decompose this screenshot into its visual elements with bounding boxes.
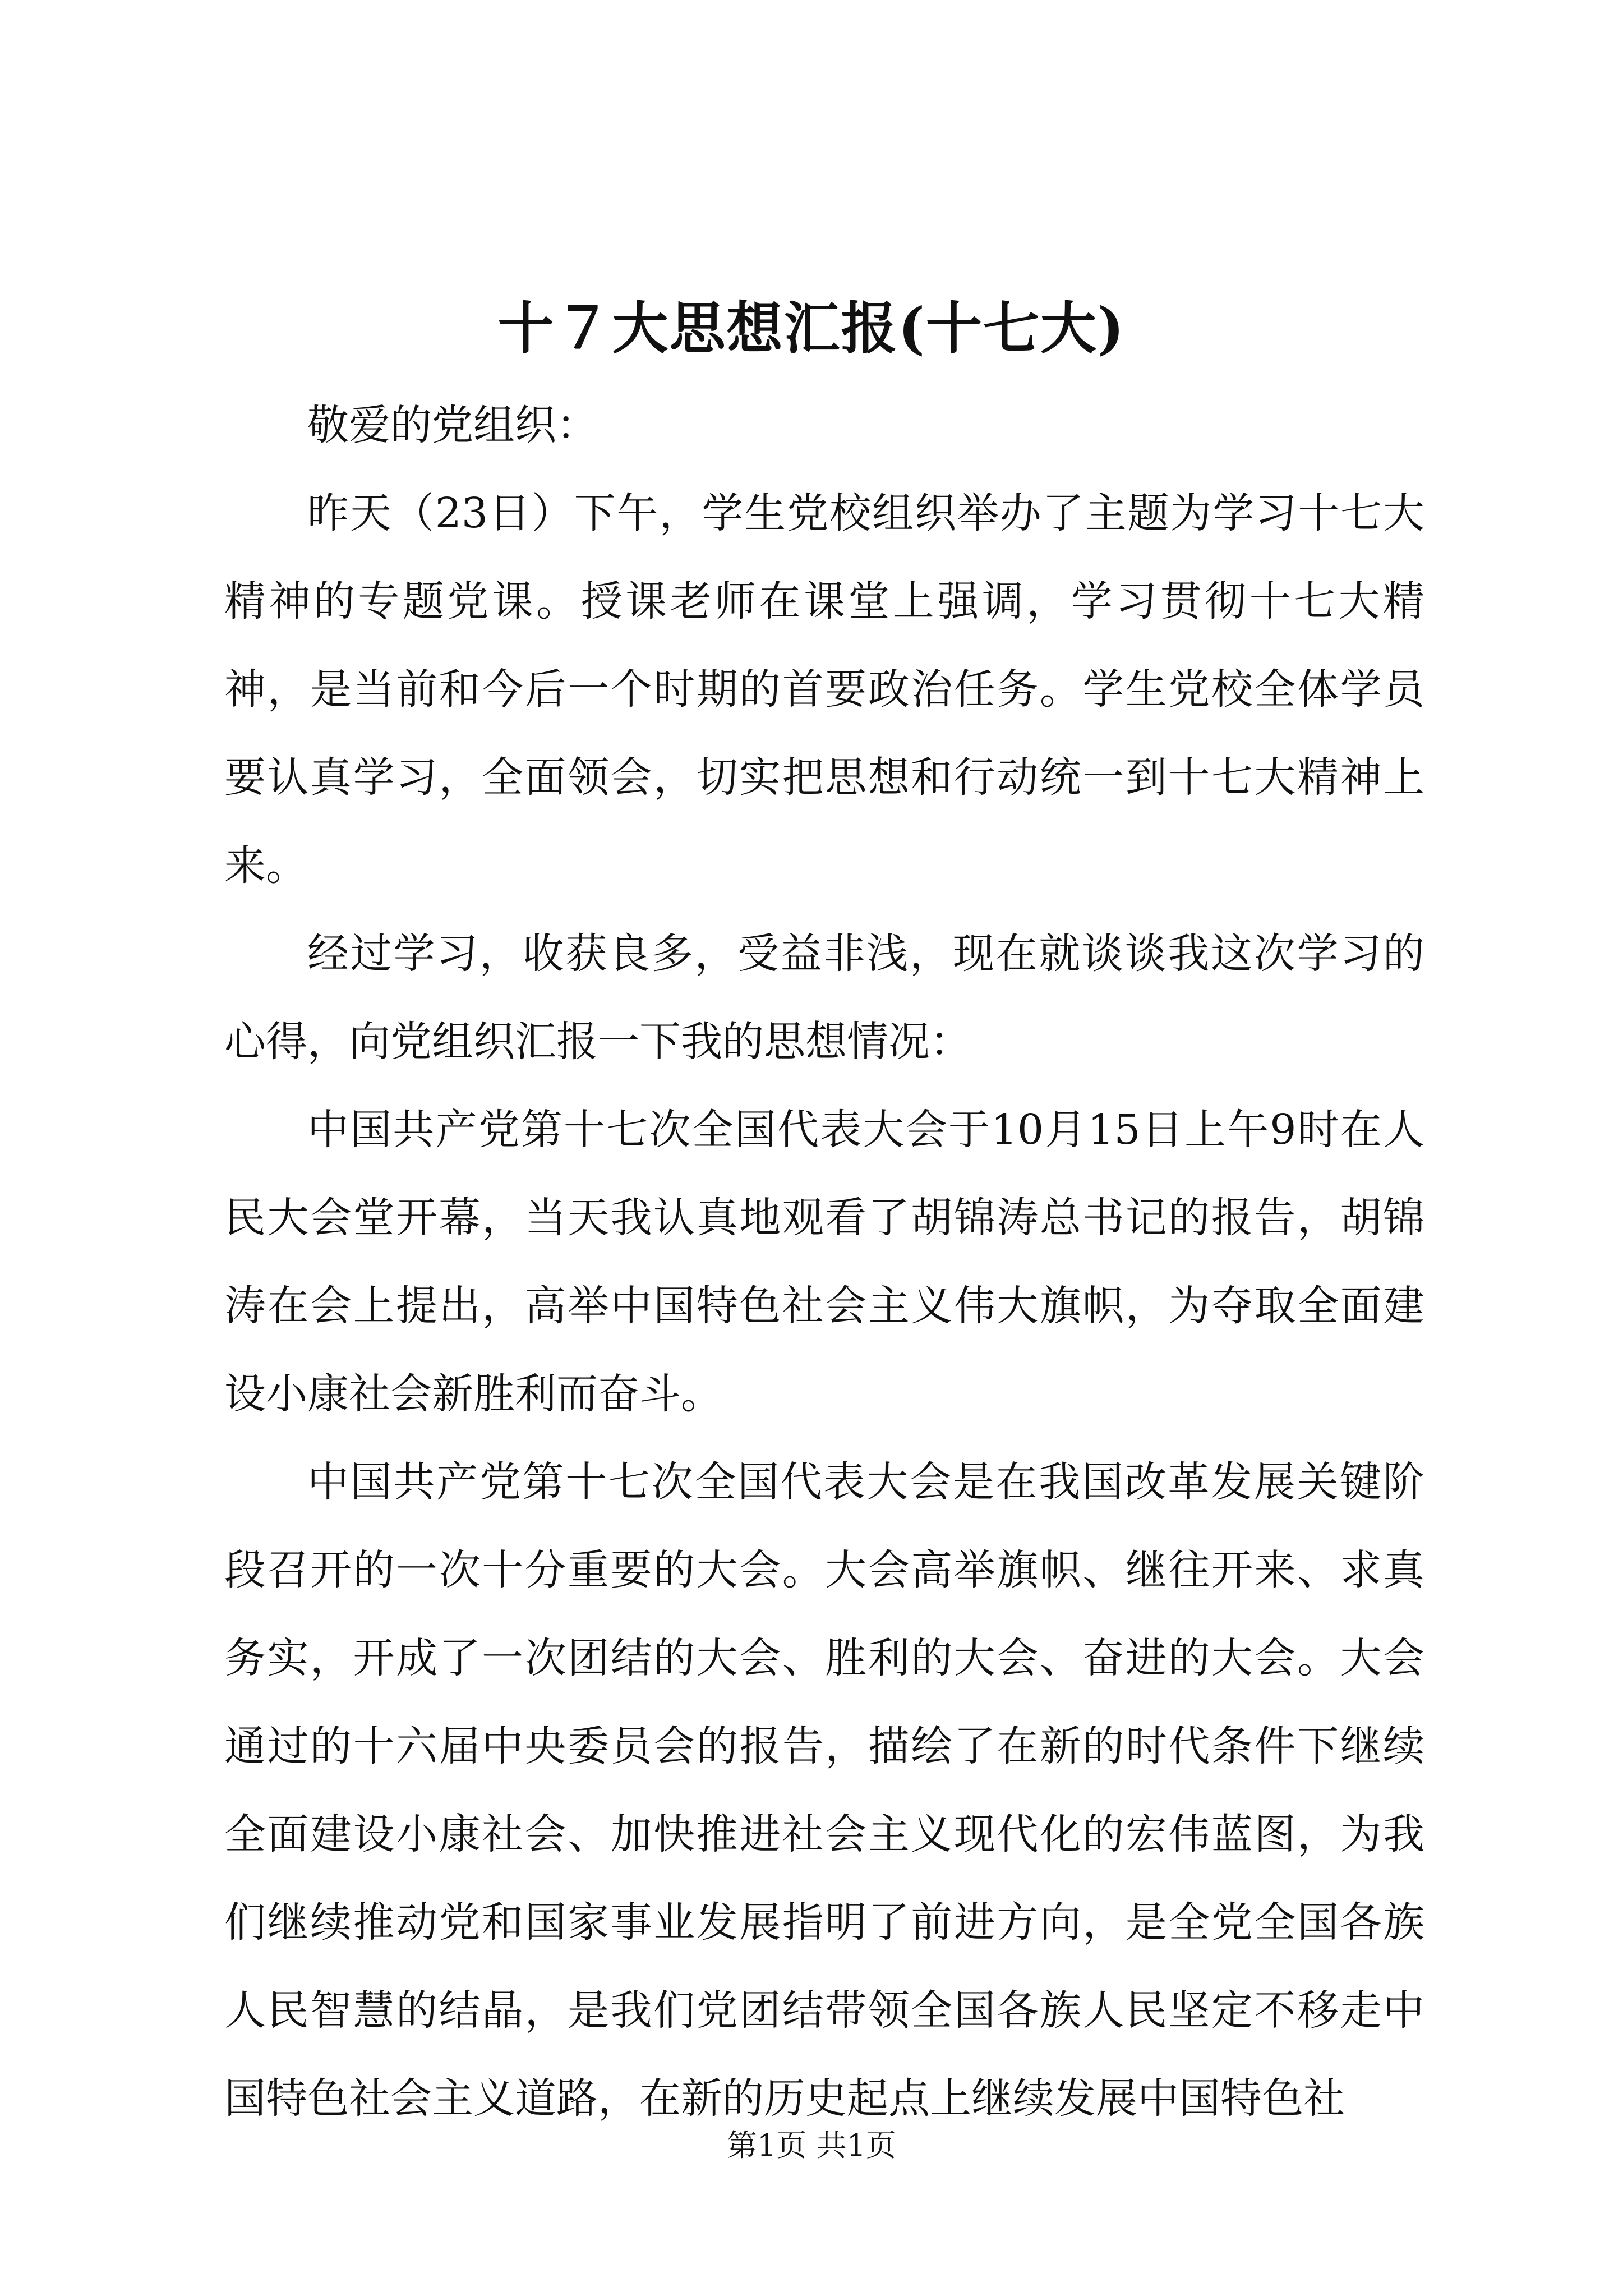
document-body <box>224 381 1424 2143</box>
body-paragraph: 昨天（23日）下午，学生党校组织举办了主题为学习十七大精神的专题党课。授课老师在课堂上强调，学习贯彻十七大精神，是当前和今后一个时期的首要政治任务。学生党校全体学员要认真学习，全面领会，切实把思想和行动统一到十七大精神上来。 <box>224 489 1424 890</box>
page-footer: 第1页 共1页 <box>727 2128 896 2163</box>
body-paragraph: 中国共产党第十七次全国代表大会是在我国改革发展关键阶段召开的一次十分重要的大会。大会高举旗帜、继往开来、求真务实，开成了一次团结的大会、胜利的大会、奋进的大会。大会通过的十六届中央委员会的报告，描绘了在新的时代条件下继续全面建设小康社会、加快推进社会主义现代化的宏伟蓝图，为我们继续推动党和国家事业发展指明了前进方向，是全党全国各族人民智慧的结晶，是我们党团结带领全国各族人民坚定不移走中国特色社会主义道路，在新的历史起点上继续发展中国特色社 <box>224 1458 1424 2123</box>
salutation-paragraph: 敬爱的党组织： <box>307 401 598 449</box>
body-paragraph: 经过学习，收获良多，受益非浅，现在就谈谈我这次学习的心得，向党组织汇报一下我的思想情况： <box>224 930 1424 1066</box>
body-paragraph: 中国共产党第十七次全国代表大会于10月15日上午9时在人民大会堂开幕，当天我认真地观看了胡锦涛总书记的报告，胡锦涛在会上提出，高举中国特色社会主义伟大旗帜，为夺取全面建设小康社会新胜利而奋斗。 <box>224 1106 1424 1418</box>
document-title: 十７大思想汇报(十七大) <box>497 295 1126 361</box>
